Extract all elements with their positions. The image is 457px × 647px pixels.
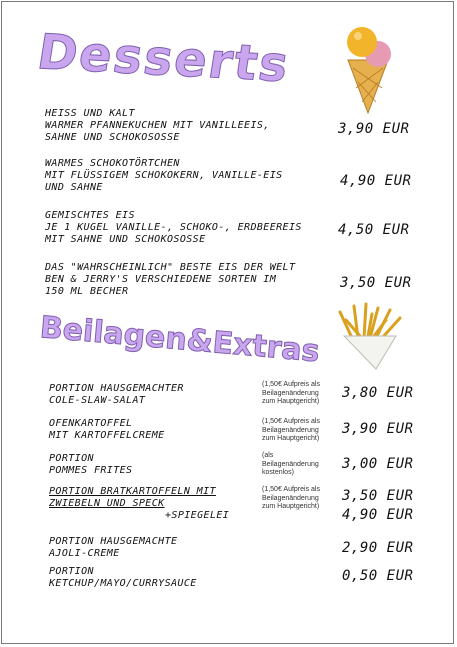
dessert-item-2-line-1: WARMES SCHOKOTÖRTCHEN	[45, 158, 180, 169]
dessert-item-4-line-1: DAS "WAHRSCHEINLICH" BESTE EIS DER WELT	[45, 262, 296, 273]
dessert-item-3-line-3: MIT SAHNE UND SCHOKOSOSSE	[45, 234, 206, 245]
extra-item-1-note-2: Beilagenänderung	[262, 389, 319, 397]
extra-item-4-note-3: zum Hauptgericht)	[262, 503, 320, 510]
extra-item-2-note	[262, 418, 320, 444]
extra-item-3-note	[262, 452, 319, 478]
extra-item-1-note	[262, 381, 320, 407]
extra-item-1-price: 3,80 EUR	[342, 385, 414, 401]
dessert-item-3-line-2: JE 1 KUGEL VANILLE-, SCHOKO-, ERDBEEREIS	[45, 222, 302, 233]
dessert-item-1-price: 3,90 EUR	[338, 121, 410, 137]
extra-item-5-price: 2,90 EUR	[342, 540, 414, 556]
extra-item-4-line-2: ZWIEBELN UND SPECK	[49, 498, 165, 509]
extra-item-1-note-3: zum Hauptgericht)	[262, 398, 320, 405]
extra-item-4-note	[262, 486, 320, 512]
dessert-item-1-line-3: SAHNE UND SCHOKOSOSSE	[45, 132, 180, 143]
extra-item-2	[49, 418, 165, 442]
extra-item-4-price-2: 4,90 EUR	[342, 507, 414, 523]
extra-item-5-line-1: PORTION HAUSGEMACHTE	[49, 536, 178, 547]
extra-item-2-note-2: Beilagenänderung	[262, 426, 319, 434]
extra-item-5-line-2: AJOLI-CREME	[49, 548, 120, 559]
dessert-item-1-line-1: HEISS UND KALT	[45, 108, 135, 119]
extra-item-1-line-2: COLE-SLAW-SALAT	[49, 395, 146, 406]
extra-item-3-note-1: (als	[262, 452, 274, 459]
desserts-title: Desserts	[33, 24, 294, 94]
extra-item-4-line-1: PORTION BRATKARTOFFELN MIT	[49, 486, 216, 497]
dessert-item-1	[45, 108, 270, 144]
extra-item-4-line-3: +SPIEGELEI	[165, 510, 230, 521]
extra-item-4-note-2: Beilagenänderung	[262, 494, 319, 502]
extra-item-1-line-1: PORTION HAUSGEMACHTER	[49, 383, 184, 394]
extra-item-3-note-3: kostenlos)	[262, 469, 294, 476]
extra-item-3-line-1: PORTION	[49, 453, 94, 464]
extra-item-4	[49, 486, 229, 522]
extra-item-6-line-2: KETCHUP/MAYO/CURRYSAUCE	[49, 578, 197, 589]
extra-item-4-price: 3,50 EUR	[342, 488, 414, 504]
extra-item-2-note-1: (1,50€ Aufpreis als	[262, 418, 320, 425]
dessert-item-4	[45, 262, 295, 298]
extra-item-5	[49, 536, 177, 560]
dessert-item-2-line-2: MIT FLÜSSIGEM SCHOKOKERN, VANILLE-EIS	[45, 170, 283, 181]
dessert-item-2-price: 4,90 EUR	[340, 173, 412, 189]
extra-item-1	[49, 383, 184, 407]
dessert-item-2-line-3: UND SAHNE	[45, 182, 103, 193]
extra-item-2-line-2: MIT KARTOFFELCREME	[49, 430, 165, 441]
extras-title: Beilagen&Extras	[38, 310, 321, 370]
extra-item-1-note-1: (1,50€ Aufpreis als	[262, 381, 320, 388]
dessert-item-3	[45, 210, 302, 246]
dessert-item-1-line-2: WARMER PFANNEKUCHEN MIT VANILLEEIS,	[45, 120, 270, 131]
extra-item-4-note-1: (1,50€ Aufpreis als	[262, 486, 320, 493]
ice-cream-cone-icon	[338, 20, 398, 115]
dessert-item-2	[45, 158, 283, 194]
extra-item-2-line-1: OFENKARTOFFEL	[49, 418, 133, 429]
extra-item-3-price: 3,00 EUR	[342, 456, 414, 472]
dessert-item-4-line-3: 150 ML BECHER	[45, 286, 129, 297]
extra-item-2-note-3: zum Hauptgericht)	[262, 435, 320, 442]
extra-item-6	[49, 566, 197, 590]
extra-item-6-line-1: PORTION	[49, 566, 94, 577]
dessert-item-3-line-1: GEMISCHTES EIS	[45, 210, 135, 221]
french-fries-icon	[330, 300, 410, 370]
extra-item-3	[49, 453, 132, 477]
extra-item-6-price: 0,50 EUR	[342, 568, 414, 584]
extra-item-3-note-2: Beilagenänderung	[262, 460, 319, 468]
extra-item-3-line-2: POMMES FRITES	[49, 465, 133, 476]
extra-item-2-price: 3,90 EUR	[342, 421, 414, 437]
dessert-item-4-price: 3,50 EUR	[340, 275, 412, 291]
dessert-item-3-price: 4,50 EUR	[338, 222, 410, 238]
dessert-item-4-line-2: BEN & JERRY'S VERSCHIEDENE SORTEN IM	[45, 274, 277, 285]
